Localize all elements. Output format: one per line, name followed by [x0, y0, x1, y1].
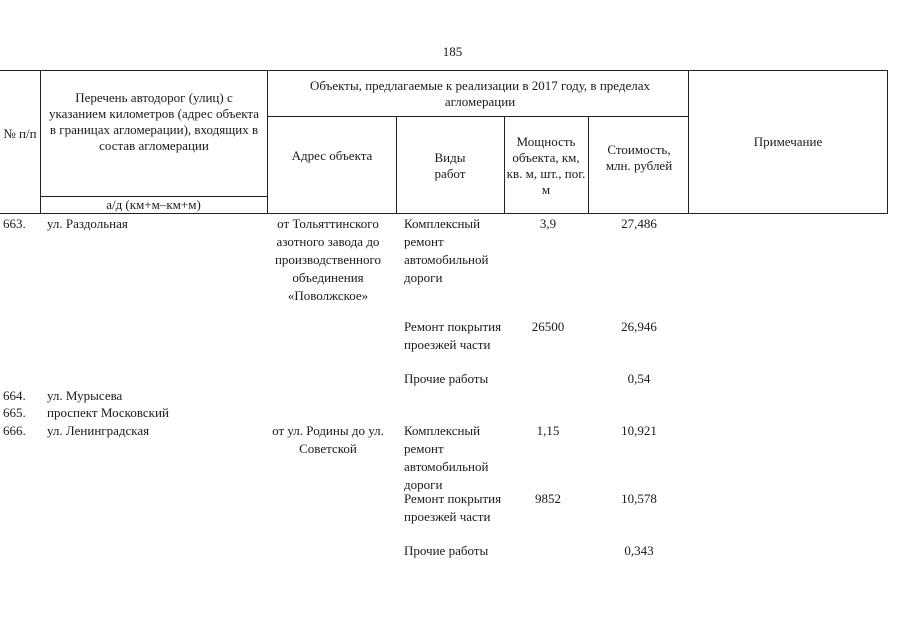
row-cost: 0,54: [627, 371, 651, 386]
row-road: ул. Мурысева: [47, 388, 123, 403]
header-note: Примечание: [753, 134, 823, 149]
row-cost: 0,343: [624, 543, 654, 558]
row-capacity: 9852: [535, 491, 561, 506]
header-roads-sub: а/д (км+м–км+м): [106, 197, 201, 212]
row-cost: 10,578: [621, 491, 657, 506]
header-num: № п/п: [3, 126, 37, 141]
row-capacity: 26500: [531, 319, 565, 334]
header-cost: Стоимость, млн. рублей: [605, 142, 673, 173]
row-address: от ул. Родины до ул. Советской: [272, 423, 384, 456]
header-roads: Перечень автодорог (улиц) с указанием километров (адрес объекта в границах агломерации), входящих в состав агломерации: [48, 90, 260, 153]
row-capacity: 1,15: [536, 423, 560, 438]
row-num: 666.: [3, 423, 26, 438]
row-num: 664.: [3, 388, 26, 403]
table-header: [0, 70, 905, 215]
row-num: 663.: [3, 216, 26, 231]
row-work: Прочие работы: [404, 371, 489, 386]
row-work: Ремонт покрытия проезжей части: [404, 319, 502, 352]
row-road: ул. Ленинградская: [47, 423, 150, 438]
row-cost: 10,921: [621, 423, 657, 438]
row-road: проспект Московский: [47, 405, 169, 420]
row-work: Ремонт покрытия проезжей части: [404, 491, 502, 524]
row-capacity: 3,9: [539, 216, 557, 231]
row-work: Комплексный ремонт автомобильной дороги: [404, 423, 489, 492]
row-work: Прочие работы: [404, 543, 489, 558]
page-number: 185: [442, 44, 463, 59]
row-road: ул. Раздольная: [47, 216, 128, 231]
header-works: Виды работ: [434, 150, 466, 181]
header-address: Адрес объекта: [291, 148, 373, 163]
header-capacity: Мощность объекта, км, кв. м, шт., пог. м: [506, 134, 586, 197]
row-work: Комплексный ремонт автомобильной дороги: [404, 216, 489, 285]
row-cost: 27,486: [621, 216, 657, 231]
row-cost: 26,946: [621, 319, 657, 334]
row-address: от Тольяттинского азотного завода до производственного объединения «Поволжское»: [274, 216, 382, 303]
row-num: 665.: [3, 405, 26, 420]
header-objects: Объекты, предлагаемые к реализации в 2017 году, в пределах агломерации: [309, 78, 651, 109]
